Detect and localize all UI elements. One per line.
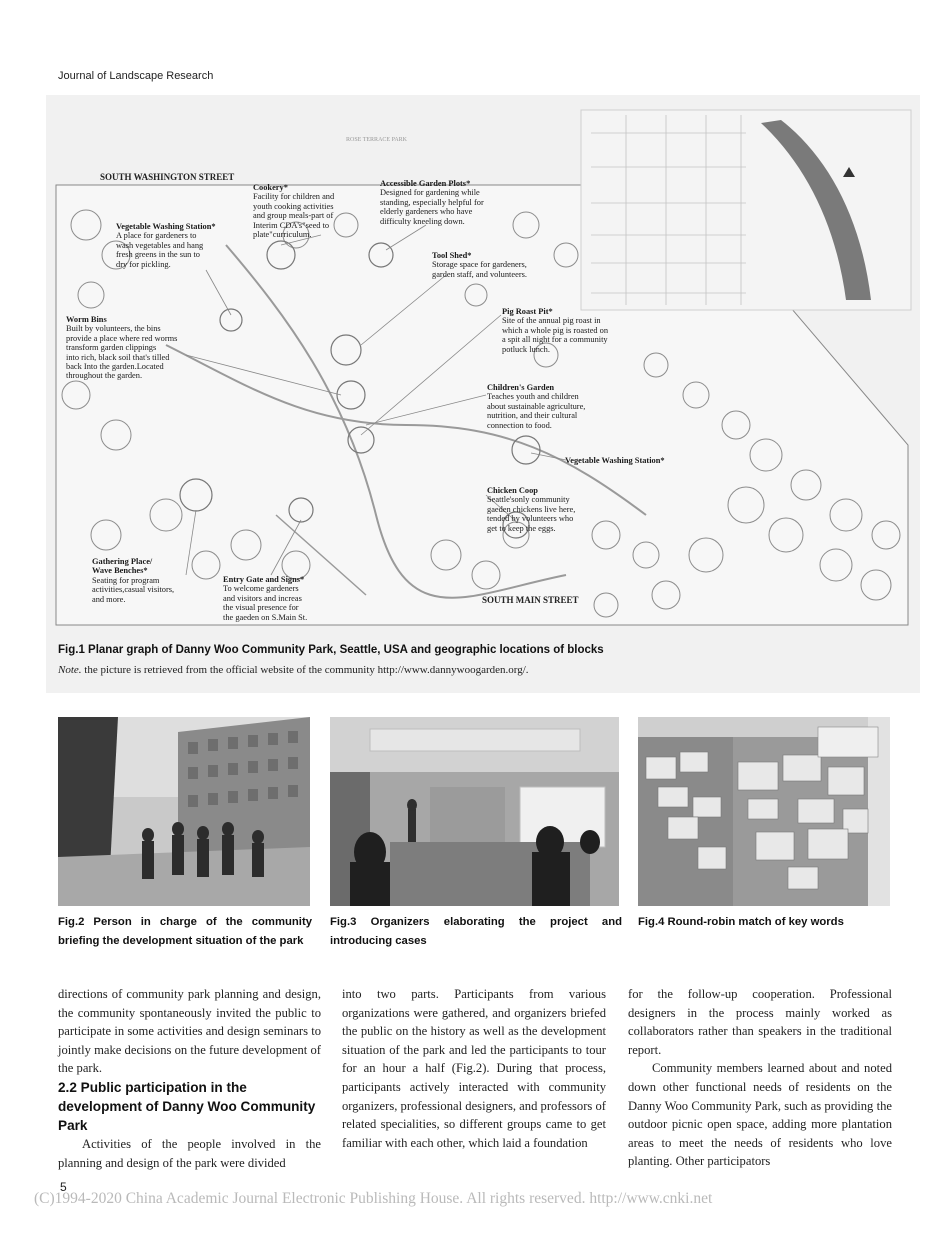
top-path-label: ROSE TERRACE PARK xyxy=(346,137,408,143)
figure-3-caption: Fig.3 Organizers elaborating the project and introducing cases xyxy=(330,916,622,947)
street-label-south: SOUTH MAIN STREET xyxy=(482,595,579,605)
figure-2-caption: Fig.2 Person in charge of the community briefing the development situation of the park xyxy=(58,916,312,947)
label-accessible-plots: Accessible Garden Plots* Designed for gardening while standing, especially helpful for elderly gardeners who have difficulty kneeling down. xyxy=(380,179,484,226)
figure-1-note: Note. the picture is retrieved from the official website of the community http://www.dannywoogarden.org/. xyxy=(58,664,529,676)
paragraph: Community members learned about and noted down other functional needs of residents on the Danny Woo Community Park, such as providing the outdoor picnic open space, adding more plantation areas to meet the needs of residents who love planting. Other participators xyxy=(628,1061,892,1169)
copyright-watermark: (C)1994-2020 China Academic Journal Electronic Publishing House. All rights reserved. http://www.cnki.net xyxy=(34,1190,713,1207)
label-childrens-garden: Children's Garden Teaches youth and children about sustainable agriculture, nutrition, and their cultural connection to food. xyxy=(487,383,586,430)
paragraph: Activities of the people involved in the planning and design of the park were divided xyxy=(58,1136,321,1170)
label-worm-bins: Worm Bins Built by volunteers, the bins provide a place where red worms transform garden clippings into rich, black soil that's tilled back Into the garden.Located throughout the garden. xyxy=(66,315,178,381)
label-gathering-place: Gathering Place/ Wave Benches* Seating for program activities,casual visitors, and more. xyxy=(92,557,175,604)
body-column-3 xyxy=(628,985,892,1171)
label-tool-shed: Tool Shed* Storage space for gardeners, garden staff, and volunteers. xyxy=(432,251,527,279)
figure-1-caption: Fig.1 Planar graph of Danny Woo Community Park, Seattle, USA and geographic locations of blocks xyxy=(58,644,604,656)
figure-1 xyxy=(46,95,920,693)
label-pig-roast-pit: Pig Roast Pit* Site of the annual pig roast in which a whole pig is roasted on a spit all night for a community potluck lunch. xyxy=(502,307,609,354)
paragraph: into two parts. Participants from various organizations were gathered, and organizers briefed the public on the history as well as the development situation of the park and led the participants to tour for an hour a half (Fig.2). During that process, participants actively interacted with community organizers, professional designers, and professors of related specialities, so different groups came to get familiar with each other, which laid a foundation xyxy=(342,987,606,1150)
label-vegetable-washing-station: Vegetable Washing Station* A place for gardeners to wash vegetables and hang fresh greens in the sun to dry for pickling. xyxy=(116,222,216,269)
photo-figure-4 xyxy=(638,717,890,906)
label-chicken-coop: Chicken Coop Seattle'sonly community gaeden chickens live here, tended by volunteers who get to keep the eggs. xyxy=(487,486,576,533)
street-label-north: SOUTH WASHINGTON STREET xyxy=(100,172,235,182)
locator-map xyxy=(581,110,911,310)
paragraph: directions of community park planning and design, the community spontaneously invited the public to participate in some activities and design seminars to jointly make decisions on the future development of the park. xyxy=(58,987,321,1076)
label-vegetable-washing-station-2: Vegetable Washing Station* xyxy=(565,456,665,465)
figure-4-caption: Fig.4 Round-robin match of key words xyxy=(638,916,844,928)
journal-header: Journal of Landscape Research xyxy=(58,70,214,82)
label-cookery: Cookery* Facility for children and youth cooking activities and group meals-part of Interim CDA's"seed to plate"curriculum. xyxy=(253,183,335,240)
section-heading: 2.2 Public participation in the development of Danny Woo Community Park xyxy=(58,1079,316,1133)
photo-figure-2 xyxy=(58,717,310,906)
photo-figure-3 xyxy=(330,717,619,906)
paragraph: for the follow-up cooperation. Professional designers in the process mainly worked as collaborators rather than speakers in the traditional report. xyxy=(628,987,892,1057)
label-entry-gate: Entry Gate and Signs* To welcome gardeners and visitors and increas the visual presence for the gaeden on S.Main St. xyxy=(223,575,308,622)
body-column-2 xyxy=(342,985,606,1152)
body-column-1 xyxy=(58,985,321,1172)
page-number: 5 xyxy=(60,1180,67,1194)
